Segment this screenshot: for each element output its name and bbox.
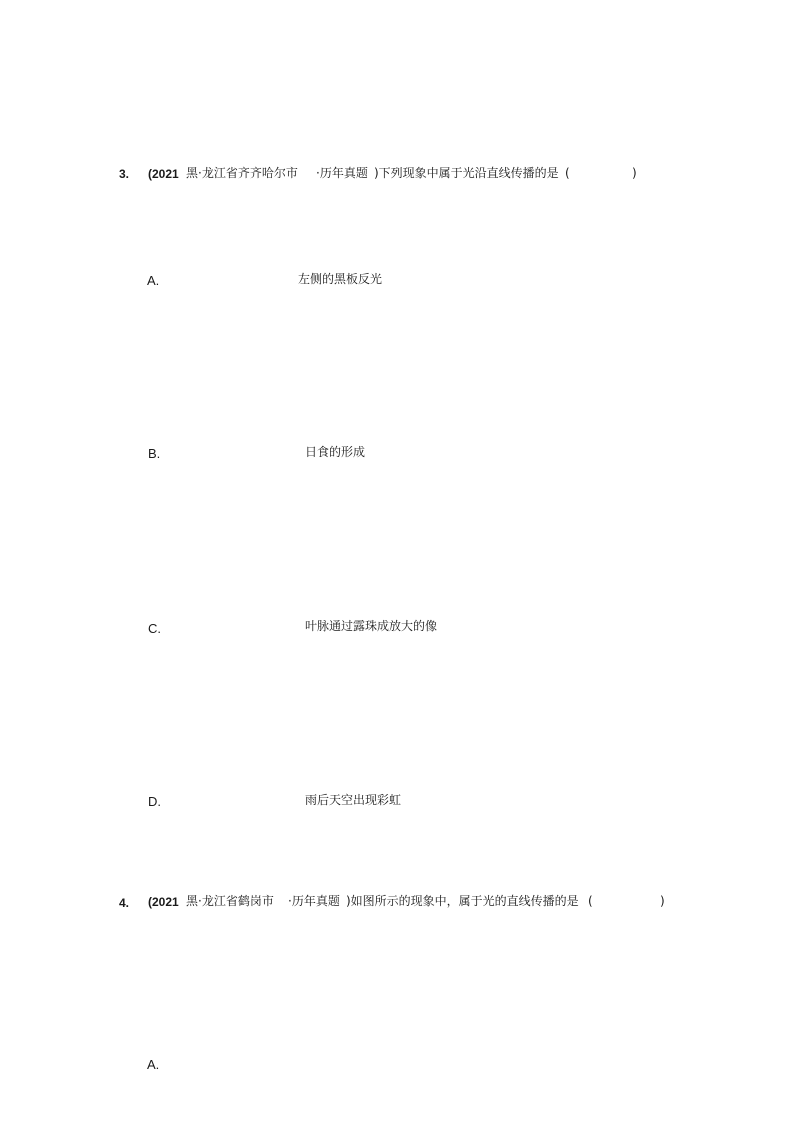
question-number: 3. <box>119 167 130 181</box>
option-label: A. <box>147 273 160 288</box>
question-stem: )如图所示的现象中，属于光的直线传播的是 <box>346 894 579 908</box>
question-stem: )下列现象中属于光沿直线传播的是 <box>374 166 559 180</box>
question-region: 黑·龙江省齐齐哈尔市 <box>186 166 298 180</box>
option-text: 雨后天空出现彩虹 <box>305 793 402 807</box>
option-label: D. <box>148 794 161 809</box>
option-text: 日食的形成 <box>305 445 366 459</box>
question-year: (2021 <box>148 895 179 909</box>
option-label: B. <box>148 446 161 461</box>
answer-open-paren: ( <box>588 894 593 908</box>
option-label: C. <box>148 621 161 636</box>
answer-close-paren: ) <box>632 166 637 180</box>
option-text: 叶脉通过露珠成放大的像 <box>305 619 438 633</box>
answer-close-paren: ) <box>660 894 665 908</box>
question-year: (2021 <box>148 167 179 181</box>
question-region: 黑·龙江省鹤岗市 <box>186 894 274 908</box>
option-label: A. <box>147 1057 160 1072</box>
question-source: ·历年真题 <box>316 166 368 180</box>
answer-open-paren: ( <box>565 166 570 180</box>
question-number: 4. <box>119 896 130 910</box>
option-text: 左侧的黑板反光 <box>298 272 383 286</box>
question-source: ·历年真题 <box>288 894 340 908</box>
